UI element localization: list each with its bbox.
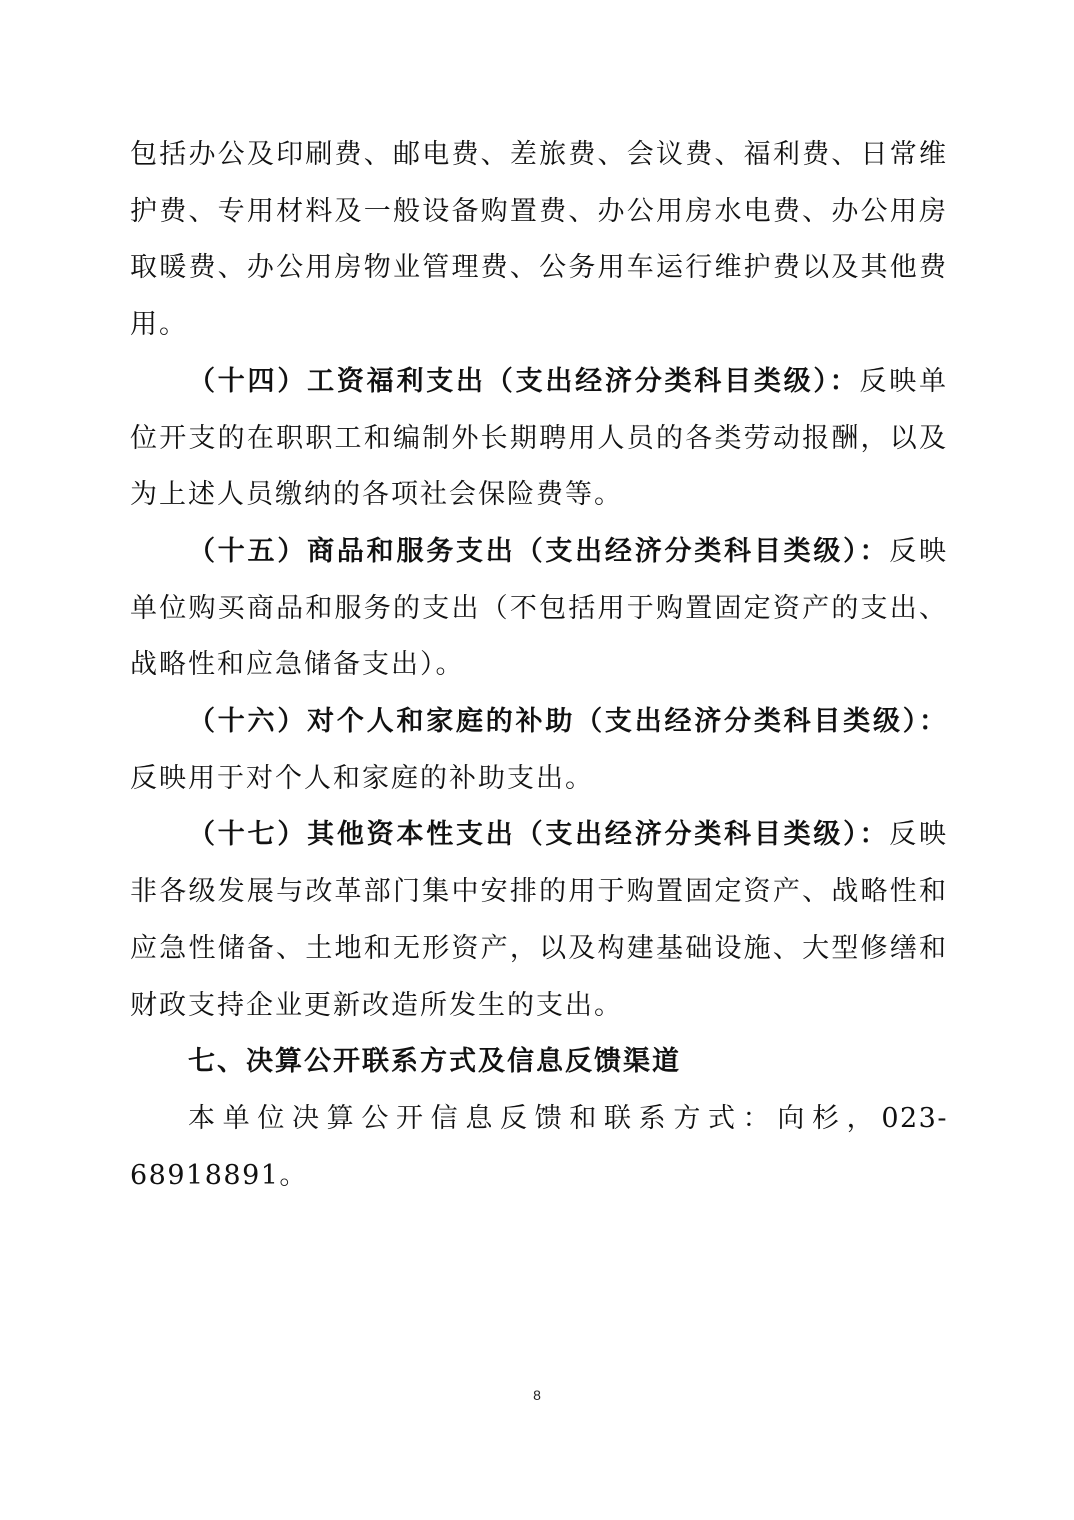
term-heading: （十四）工资福利支出（支出经济分类科目类级）： bbox=[188, 365, 860, 397]
page-number: 8 bbox=[533, 1387, 541, 1403]
paragraph-continuation bbox=[130, 127, 948, 354]
paragraph-text: 反映单位购买商品和服务的支出（不包括用于购置固定资产的支出、战略性和应急储备支出）。 bbox=[130, 535, 949, 681]
term-heading: （十六）对个人和家庭的补助（支出经济分类科目类级）： bbox=[188, 706, 948, 738]
paragraph-goods-services bbox=[130, 524, 948, 694]
paragraph-wage-welfare bbox=[130, 354, 948, 524]
term-heading: （十五）商品和服务支出（支出经济分类科目类级）： bbox=[188, 535, 890, 567]
paragraph-other-capital bbox=[130, 807, 948, 1034]
term-heading: （十七）其他资本性支出（支出经济分类科目类级）： bbox=[188, 819, 890, 851]
paragraph-text: 反映用于对个人和家庭的补助支出。 bbox=[130, 762, 594, 794]
paragraph-household-subsidy bbox=[130, 694, 948, 807]
paragraph-text: 反映非各级发展与改革部门集中安排的用于购置固定资产、战略性和应急性储备、土地和无形资产，以及构建基础设施、大型修缮和财政支持企业更新改造所发生的支出。 bbox=[130, 819, 949, 1021]
paragraph-text: 包括办公及印刷费、邮电费、差旅费、会议费、福利费、日常维护费、专用材料及一般设备购置费、办公用房水电费、办公用房取暖费、办公用房物业管理费、公务用车运行维护费以及其他费用。 bbox=[130, 139, 948, 341]
paragraph-text: 反映单位开支的在职职工和编制外长期聘用人员的各类劳动报酬，以及为上述人员缴纳的各项社会保险费等。 bbox=[130, 365, 949, 511]
contact-info: 本单位决算公开信息反馈和联系方式：向杉，023-68918891。 bbox=[130, 1102, 948, 1191]
section-heading: 七、决算公开联系方式及信息反馈渠道 bbox=[188, 1046, 681, 1078]
document-body bbox=[130, 127, 948, 1204]
